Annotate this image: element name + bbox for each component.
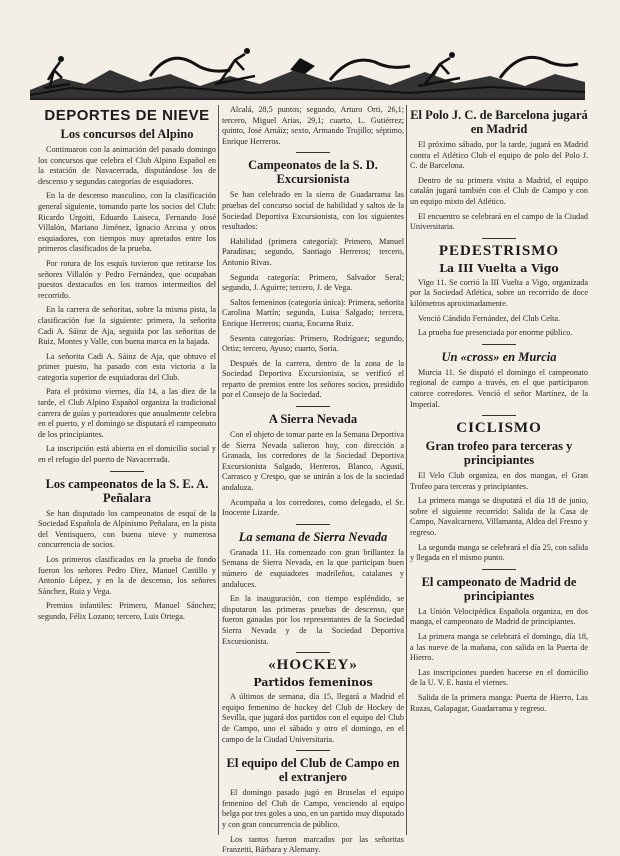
article-headline: El equipo del Club de Campo en el extranjero [226, 756, 400, 785]
article-paragraph: Por rotura de los esquís tuvieron que retirarse los señores Villalón y Pedro Fernández, que ocupaban puestos destacados en los tramos intermedios del recorrido. [38, 258, 216, 300]
divider [296, 152, 330, 153]
article-paragraph: A últimos de semana, día 15, llegará a Madrid el equipo femenino de hockey del Club de Hockey de Sevilla, que jugará dos partidos con el equipo del Club de Campo, uno el sábado y otro el domingo, en el campo de la Ciudad Universitaria. [222, 692, 404, 744]
article-paragraph: Las inscripciones pueden hacerse en el domicilio de la U. V. E. hasta el viernes. [410, 667, 588, 688]
article-paragraph: Los primeros clasificados en la prueba de fondo fueron los señores Pedro Diez, Manuel Castillo y Antonio López, y en la de descenso, los señores Sánchez, Ruiz y Vega. [38, 555, 216, 596]
divider [296, 652, 330, 653]
skiers-mountain-drawing [30, 40, 585, 98]
article-paragraph: Alcalá, 28,5 puntos; segundo, Arturo Orti, 26,1; tercero, Miguel Arias, 29,1; cuarto, L. Gutiérrez; quinto, José Arnáiz; sexto, Armando Trujillo; séptimo, Enrique Herreros. [222, 105, 404, 146]
article-headline: Los campeonatos de la S. E. A. Peñalara [45, 476, 209, 505]
article-paragraph: Después de la carrera, dentro de la zona de la Sociedad Deportiva Excursionista, se verificó el reparto de premios entre los señores socios, presidido por el Consejo de la Sociedad. [222, 358, 404, 400]
divider [110, 471, 144, 472]
article-paragraph: En la inauguración, con tiempo espléndido, se disputaron las primeras pruebas de descenso, que fueron ganadas por los representantes de la Sociedad Sierra Nevada y de la Sociedad Deportiva Excursionista. [222, 594, 404, 646]
article-headline: Los concursos del Alpino [60, 127, 194, 141]
article-paragraph: Los tantos fueron marcados por las señoritas Franzetti, Bárbara y Alemany. [222, 834, 404, 855]
article-headline: A Sierra Nevada [268, 412, 358, 427]
article-paragraph: Segunda categoría: Primero, Salvador Seral; segundo, J. Aguirre; tercero, J. de Vega. [222, 272, 404, 293]
article-paragraph: Granada 11. Ha comenzado con gran brillantez la Semana de Sierra Nevada, en la que participan buen número de esquiadores madrileños, catalanes y andaluces. [222, 547, 404, 589]
article-paragraph: Para el próximo viernes, día 14, a las diez de la tarde, el Club Alpino Español organiza la tradicional carrera de guías y porteadores que anualmente celebra en el puerto, y el domingo se disputará el campeonato de los principiantes. [38, 387, 216, 439]
article-headline: El Polo J. C. de Barcelona jugará en Madrid [410, 108, 588, 136]
column-3 [410, 105, 588, 837]
divider [296, 406, 330, 407]
header-illustration [30, 40, 585, 100]
article-paragraph: En la carrera de señoritas, sobre la misma pista, la clasificación fue la siguiente: primera, la señorita Cadi A. Sáinz de Aja, seguida por las señoritas de Ruiz, Montes y Valle, con buena marca en la bajada. [38, 305, 216, 347]
article-paragraph: La primera manga se celebrará el domingo, día 18, a las nueve de la mañana, con salida en la Puerta de Hierro. [410, 632, 588, 663]
article-headline: El campeonato de Madrid de principiantes [421, 574, 577, 603]
article-headline: Gran trofeo para terceras y principiantes [425, 439, 573, 468]
divider [482, 569, 516, 570]
article-paragraph: La señorita Cadi A. Sáinz de Aja, que obtuvo el primer puesto, ha pasado con esta victoria a la categoría superior de esquiadoras del Club. [38, 351, 216, 382]
article-paragraph: El encuentro se celebrará en el campo de la Ciudad Universitaria. [410, 211, 588, 232]
article-paragraph: Acompaña a los corredores, como delegado, el Sr. Inocente Lizarde. [222, 497, 404, 518]
article-subheadline: La III Vuelta a Vigo [439, 261, 559, 275]
article-paragraph: La prueba fue presenciada por enorme público. [418, 328, 573, 338]
article-paragraph: Se han disputado los campeonatos de esquí de la Sociedad Española de Alpinismo Peñalara, en la pista del Ventisquero, con buena nieve y numerosa concurrencia de socios. [38, 508, 216, 550]
article-paragraph: Continuaron con la animación del pasado domingo los concursos que celebra el Club Alpino Español en la estación de Navacerrada, disputándose los de descenso y segundas categorías de esquiadores. [38, 145, 216, 186]
section-title: DEPORTES DE NIEVE [44, 107, 210, 124]
divider [296, 750, 330, 751]
divider [482, 344, 516, 345]
column-rule [406, 105, 407, 835]
article-paragraph: Con el objeto de tomar parte en la Semana Deportiva de Sierra Nevada salieron hoy, con dirección a Granada, los corredores de la Sociedad Deportiva Excursionista Salgado, Herreros, Blanco, Agustí, Carrasco y Crespo, que se unirán a los de la sociedad andaluza. [222, 430, 404, 493]
article-paragraph: La segunda manga se celebrará el día 25, con salida y llegada en el mismo punto. [410, 542, 588, 563]
article-paragraph: La inscripción está abierta en el domicilio social y en el refugio del puerto de Navacerrada. [38, 444, 216, 465]
divider [482, 415, 516, 416]
article-headline: Un «cross» en Murcia [441, 349, 557, 364]
article-paragraph: La Unión Velocipédica Española organiza, en dos manga, el campeonato de Madrid de principiantes. [410, 606, 588, 627]
article-subheadline: Partidos femeninos [253, 676, 373, 690]
article-paragraph: Premios infantiles: Primero, Manuel Sánchez; segundo, Félix Lozano; tercero, Luis Ortega. [38, 601, 216, 621]
article-paragraph: Vigo 11. Se corrió la III Vuelta a Vigo, organizada por la Sociedad Atlética, sobre un recorrido de doce kilómetros aproximadamente. [410, 277, 588, 308]
article-paragraph: Saltos femeninos (categoría única): Primera, señorita Carolina Martín; segunda, Luisa Salgado; tercera, Enrique Herreros; cuarta, Encarna Ruiz. [222, 297, 404, 328]
article-paragraph: Venció Cándido Fernández, del Club Celta. [418, 313, 561, 323]
article-paragraph: El Velo Club organiza, en dos mangas, el Gran Trofeo para terceras y principiantes. [410, 471, 588, 491]
article-paragraph: Dentro de su primera visita a Madrid, el equipo catalán jugará también con el Club de Campo y con un equipo mixto del Atlético. [410, 175, 588, 206]
article-headline: La semana de Sierra Nevada [238, 529, 388, 544]
article-headline: Campeonatos de la S. D. Excursionista [248, 158, 378, 187]
column-rule [218, 105, 219, 835]
section-heading: «HOCKEY» [268, 657, 358, 674]
article-paragraph: El domingo pasado jugó en Bruselas el equipo femenino del Club de Campo, venciendo al equipo belga por tres goles a uno, en un partido muy disputado y con gran concurrencia de público. [222, 788, 404, 829]
article-paragraph: Se han celebrado en la sierra de Guadarrama las pruebas del concurso social de habilidad y saltos de la Sociedad Deportiva Excursionista, con los siguientes resultados: [222, 190, 404, 232]
article-paragraph: Salida de la primera manga: Puerta de Hierro, Las Rozas, Galapagar, Guadarrama y regreso. [410, 693, 588, 713]
section-heading: PEDESTRISMO [438, 242, 560, 259]
article-paragraph: La primera manga se disputará el día 18 de junio, sobre el siguiente recorrido: Salida de la Casa de Campo, Navalcarnero, Villamanta, Aldea del Fresno y regreso. [410, 496, 588, 538]
article-paragraph: Habilidad (primera categoría): Primero, Manuel Paradinas; segundo, Santiago Herreros; tercero, Antonio Rivas. [222, 236, 404, 267]
article-paragraph: Sesenta categorías: Primero, Rodríguez; segundo, Ortiz; tercero, Ayuso; cuarto, Soria. [222, 333, 404, 354]
article-paragraph: Murcia 11. Se disputó el domingo el campeonato regional de campo a través, en el que participaron catorce corredores. Venció el señor Martínez, de la Imperial. [410, 367, 588, 409]
divider [296, 524, 330, 525]
section-heading: CICLISMO [456, 420, 542, 437]
divider [482, 238, 516, 239]
article-paragraph: El próximo sábado, por la tarde, jugará en Madrid contra el Atlético Club el equipo de polo del Polo J. C. de Barcelona. [410, 140, 588, 171]
article-paragraph: En la de descenso masculino, con la clasificación general siguiente, tomando parte los socios del Club: Ricardo Urgoiti, Eduardo Laiseca, Fernando José Villalón, Mariano Jiménez, Ignacio Arcusa y otros esquiadores, con tiempos muy apretados entre los primeros clasificados de la prueba. [38, 191, 216, 254]
column-2 [222, 105, 404, 855]
column-1 [38, 105, 216, 837]
